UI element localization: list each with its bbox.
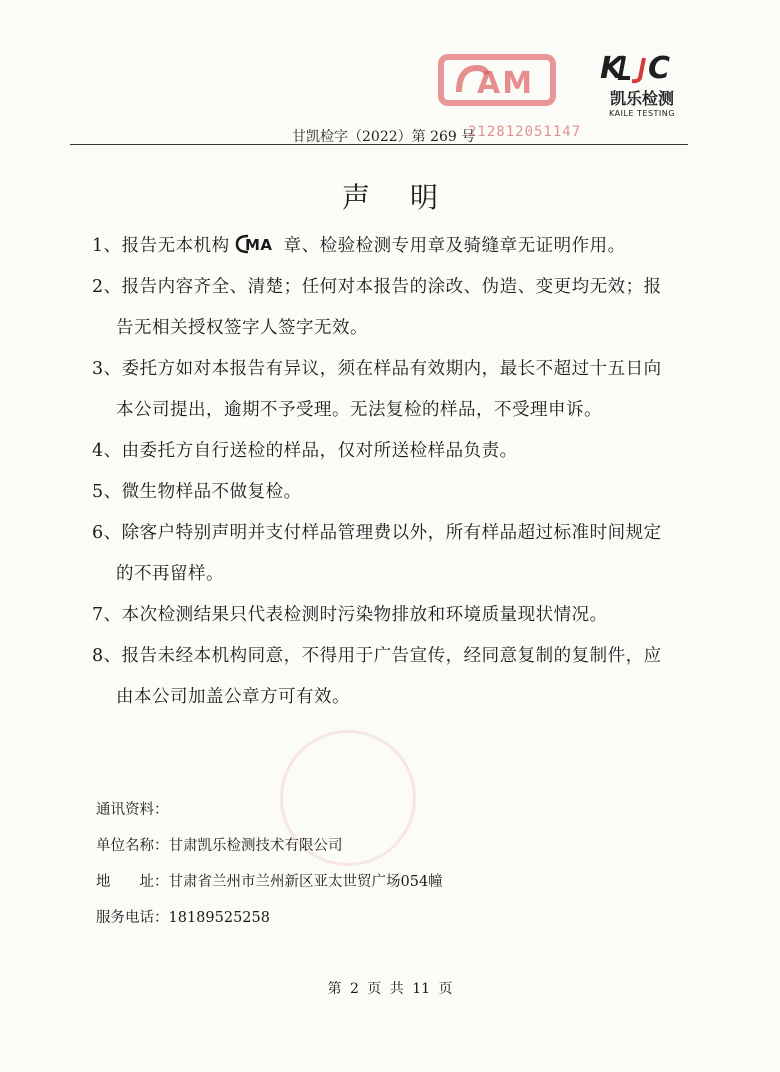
logo-text-cn: 凯乐检测 [609, 89, 674, 108]
company-label: 单位名称： [96, 838, 169, 854]
clause-8 [92, 636, 692, 718]
clause-6 [92, 513, 692, 595]
clause-text: 告无相关授权签字人签字无效。 [116, 318, 368, 338]
clause-7 [92, 595, 692, 636]
contact-phone-row [96, 900, 443, 936]
declaration-list [92, 226, 692, 718]
phone-label: 服务电话： [96, 910, 169, 926]
clause-text: 委托方如对本报告有异议，须在样品有效期内，最长不超过十五日向 [121, 359, 662, 379]
clause-text: 报告内容齐全、清楚；任何对本报告的涂改、伪造、变更均无效；报 [121, 277, 662, 297]
address-value: 甘肃省兰州市兰州新区亚太世贸广场054幢 [168, 874, 443, 890]
svg-text:AM: AM [477, 66, 535, 98]
kljc-logo-icon [596, 50, 688, 84]
page-title: 声明 [341, 181, 478, 214]
clause-text: 报告无本机构 [121, 236, 230, 256]
cma-stamp-glyph [449, 62, 545, 98]
clause-3 [92, 349, 692, 431]
clause-number: 5、 [92, 482, 122, 502]
clause-number: 7、 [92, 605, 122, 625]
svg-text:K: K [600, 51, 624, 84]
clause-number: 4、 [92, 441, 122, 461]
phone-value: 18189525258 [168, 910, 270, 926]
clause-text: 由委托方自行送检的样品，仅对所送检样品负责。 [121, 441, 518, 461]
clause-text: 微生物样品不做复检。 [121, 482, 302, 502]
clause-text: 由本公司加盖公章方可有效。 [116, 687, 350, 707]
header-divider [70, 144, 688, 145]
clause-4 [92, 431, 692, 472]
clause-1 [92, 226, 692, 267]
cma-mark-icon [234, 233, 280, 255]
clause-text: 本公司提出，逾期不予受理。无法复检的样品，不受理申诉。 [116, 400, 602, 420]
clause-number: 3、 [92, 359, 122, 379]
clause-number: 8、 [92, 646, 122, 666]
clause-2 [92, 267, 692, 349]
clause-text: 章、检验检测专用章及骑缝章无证明作用。 [283, 236, 626, 256]
clause-text: 除客户特别声明并支付样品管理费以外，所有样品超过标准时间规定 [121, 523, 662, 543]
cma-stamp [438, 54, 556, 106]
clause-number: 2、 [92, 277, 122, 297]
report-number: 甘凯检字（2022）第 269 号 [292, 129, 476, 145]
contact-info [96, 792, 443, 936]
address-label: 地 址： [96, 874, 169, 890]
company-value: 甘肃凯乐检测技术有限公司 [168, 838, 343, 854]
stamp-serial: 212812051147 [468, 124, 582, 140]
clause-number: 1、 [92, 236, 122, 256]
clause-text: 本次检测结果只代表检测时污染物排放和环境质量现状情况。 [121, 605, 608, 625]
clause-number: 6、 [92, 523, 122, 543]
svg-text:C: C [648, 51, 671, 84]
contact-address-row [96, 864, 443, 900]
svg-text:MA: MA [244, 236, 273, 254]
contact-company-row [96, 828, 443, 864]
clause-5 [92, 472, 692, 513]
clause-text: 的不再留样。 [116, 564, 224, 584]
clause-text: 报告未经本机构同意，不得用于广告宣传，经同意复制的复制件，应 [121, 646, 662, 666]
page-number: 第 2 页 共 11 页 [327, 981, 453, 997]
company-logo [596, 50, 688, 118]
contact-heading: 通讯资料： [96, 802, 169, 818]
logo-text-en: KAILE TESTING [609, 109, 675, 118]
